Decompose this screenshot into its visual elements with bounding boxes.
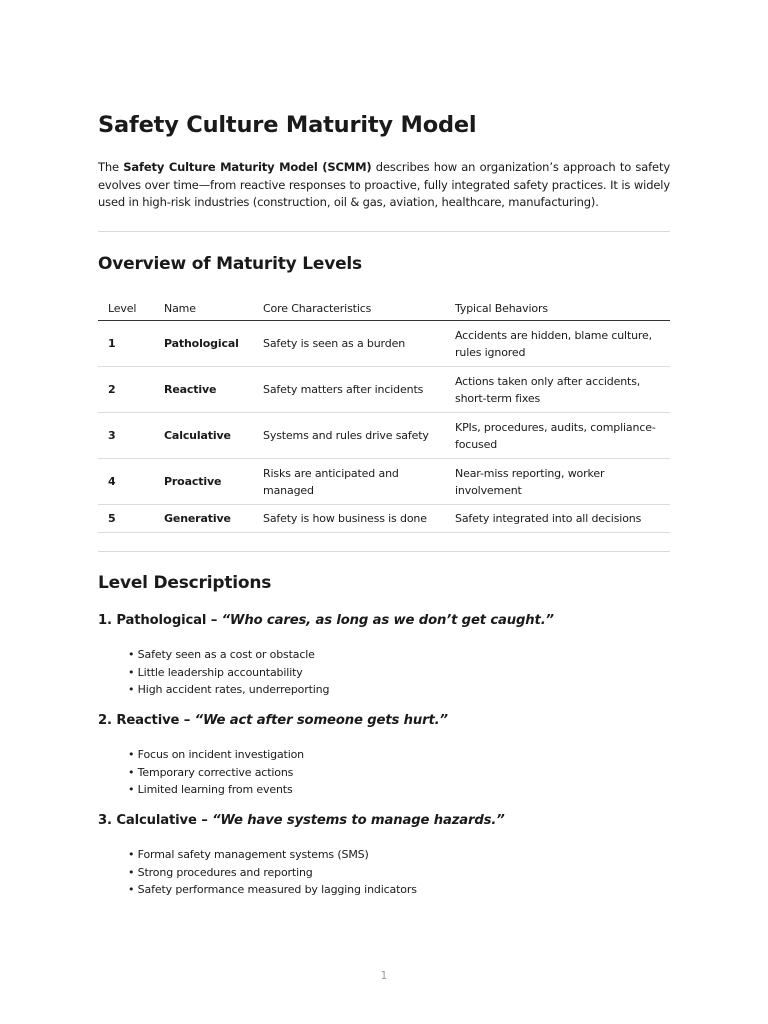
pathological-bullet-list [128,646,329,699]
level-name: Calculative [154,413,253,459]
section-divider [98,551,670,552]
list-item: • Temporary corrective actions [128,765,294,779]
list-item: • High accident rates, underreporting [128,683,330,696]
level-label: 1. Pathological – [98,613,222,628]
level-quote: “We have systems to manage hazards.” [212,813,505,828]
typical-behaviors: Accidents are hidden, blame culture, rules ignored [445,321,670,367]
level-quote: “We act after someone gets hurt.” [194,713,448,728]
level-heading-calculative [98,813,505,828]
core-characteristics: Safety is seen as a burden [253,321,445,367]
level-name: Reactive [154,367,253,413]
level-number: 1 [98,321,154,367]
level-heading-reactive [98,713,448,728]
typical-behaviors: KPIs, procedures, audits, compliance-focused [445,413,670,459]
level-name: Proactive [154,459,253,505]
level-number: 5 [98,505,154,533]
table-header-row [98,296,670,321]
level-label: 3. Calculative – [98,813,213,828]
page-title: Safety Culture Maturity Model [98,112,477,138]
reactive-bullet-list [128,746,304,799]
column-header-name: Name [154,296,253,321]
level-name: Pathological [154,321,253,367]
level-number: 4 [98,459,154,505]
table-row [98,413,670,459]
core-characteristics: Risks are anticipated and managed [253,459,445,505]
list-item: • Safety seen as a cost or obstacle [128,648,315,661]
table-row [98,459,670,505]
descriptions-heading: Level Descriptions [98,573,272,593]
intro-prefix: The [98,160,124,174]
list-item: • Little leadership accountability [128,665,303,679]
maturity-levels-table [98,296,670,533]
level-number: 2 [98,367,154,413]
typical-behaviors: Actions taken only after accidents, short-term fixes [445,367,670,413]
level-label: 2. Reactive – [98,713,195,728]
intro-rest: describes how an organization’s approach to safety evolves over time—from reactive responses to proactive, fully integrated safety practices. It is widely used in high-risk industries (construction, oil & gas, aviation, healthcare, manufacturing). [98,160,670,209]
table-row [98,321,670,367]
column-header-level: Level [98,296,154,321]
column-header-behaviors: Typical Behaviors [445,296,670,321]
level-name: Generative [154,505,253,533]
section-divider [98,231,670,232]
level-quote: “Who cares, as long as we don’t get caught.” [221,613,554,628]
list-item: • Focus on incident investigation [128,748,305,761]
core-characteristics: Safety is how business is done [253,505,445,533]
intro-bold-term: Safety Culture Maturity Model (SCMM) [123,160,372,174]
page-number: 1 [380,970,388,982]
calculative-bullet-list [128,846,417,899]
list-item: • Formal safety management systems (SMS) [128,848,369,861]
list-item: • Limited learning from events [128,783,293,796]
typical-behaviors: Safety integrated into all decisions [445,505,670,533]
list-item: • Strong procedures and reporting [128,865,313,879]
list-item: • Safety performance measured by lagging indicators [128,883,417,896]
table-row [98,505,670,533]
typical-behaviors: Near-miss reporting, worker involvement [445,459,670,505]
overview-heading: Overview of Maturity Levels [98,254,362,274]
core-characteristics: Safety matters after incidents [253,367,445,413]
core-characteristics: Systems and rules drive safety [253,413,445,459]
level-number: 3 [98,413,154,459]
level-heading-pathological [98,613,554,628]
intro-paragraph [98,159,670,212]
column-header-core: Core Characteristics [253,296,445,321]
table-row [98,367,670,413]
